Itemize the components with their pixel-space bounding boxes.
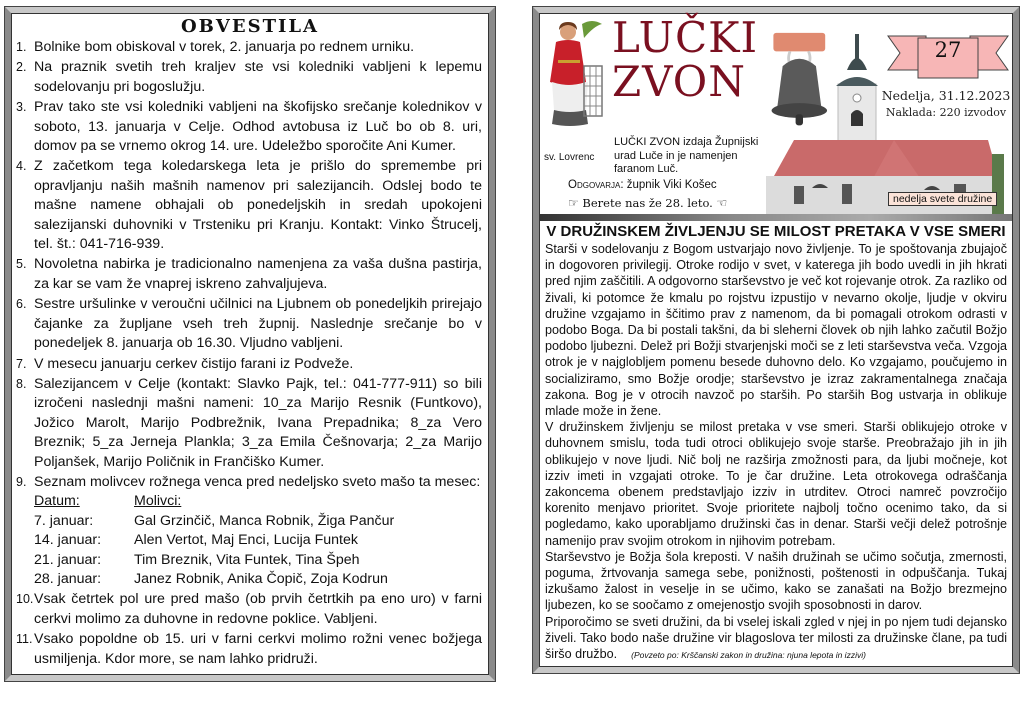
roster-names: Gal Grzinčič, Manca Robnik, Žiga Pančur bbox=[134, 512, 395, 529]
notice-number: 5. bbox=[16, 257, 27, 272]
roster-date: 21. januar: bbox=[34, 551, 102, 568]
responsible-label: Odgovarja: bbox=[568, 179, 624, 191]
notice-item bbox=[16, 38, 482, 57]
notice-number: 7. bbox=[16, 356, 27, 371]
roster-row bbox=[34, 531, 482, 550]
newsletter-title bbox=[612, 13, 759, 106]
saint-caption: sv. Lovrenc bbox=[544, 152, 595, 163]
notice-item bbox=[16, 98, 482, 156]
issue-date: Nedelja, 31.12.2023 bbox=[881, 88, 1011, 103]
issue-number: 27 bbox=[934, 38, 962, 62]
notice-text: Seznam molivcev rožnega venca pred nedeljsko sveto mašo ta mesec: bbox=[34, 473, 481, 490]
notice-number: 11. bbox=[16, 632, 33, 647]
pointing-hand-left-icon: ☜ bbox=[716, 196, 728, 210]
notice-text: V mesecu januarju cerkev čistijo farani iz Podveže. bbox=[34, 355, 354, 372]
since-line bbox=[568, 196, 727, 210]
notice-number: 9. bbox=[16, 474, 27, 489]
article-paragraph-text: Priporočimo se sveti družini, da bi vselej iskali zgled v njej in po njem tudi dejansko živeli. Tako bodo naše družine vir blagoslova ter milosti za družinske člane, pa tudi širšo družbo. bbox=[545, 614, 1007, 662]
newsletter-panel bbox=[539, 13, 1013, 667]
roster-row bbox=[34, 551, 482, 570]
notice-number: 2. bbox=[16, 60, 27, 75]
rosary-roster bbox=[16, 492, 482, 589]
notice-text: Sestre uršulinke v veroučni učilnici na Ljubnem ob ponedeljkih prirejajo čajanke za župljane vseh treh župnij. Naslednje srečanje bo v ponedeljek 8. januarja ob 16.30. Vljudno vabljeni. bbox=[34, 296, 482, 352]
roster-header bbox=[34, 492, 482, 511]
roster-date: 7. januar: bbox=[34, 512, 94, 529]
notice-text: Bolnike bom obiskoval v torek, 2. januarja po rednem urniku. bbox=[34, 39, 415, 55]
announcements-title: OBVESTILA bbox=[180, 16, 319, 37]
article-paragraph: V družinskem življenju se milost pretaka v vse smeri. Starši oblikujejo otroke v duhovnem smislu, toda tudi otroci oblikujejo svoje starše. Preobražajo jih in jih oblikujejo v nove ljudi. Nič bolj ne razširja zmožnosti para, da ljubi močneje, kot izziv imeti in vzgajati otroke. To je čar družine. Leta otrokovega odraščanja zakoncema obenem predstavljajo izziv in utrditev. Otroci namreč povzročijo korenito menjavo prioritet. Svoje prioritete najbolj točno ocenimo tako, da si pogledamo, kako uporabljamo družinski čas in denar. Starši večji delež potrošnje namenijo prav svojim otrokom in njihovim potrebam. bbox=[545, 420, 1007, 548]
announcements-list bbox=[12, 38, 488, 674]
notice-item bbox=[16, 375, 482, 472]
announcements-frame bbox=[4, 6, 496, 682]
article-source: (Povzeto po: Krščanski zakon in družina: njuna lepota in izzivi) bbox=[631, 650, 866, 661]
masthead bbox=[540, 14, 1012, 214]
article-paragraph: Starševstvo je Božja šola kreposti. V naših družinah se učimo sočutja, zmernosti, poguma, žrtvovanja samega sebe, ponižnosti, poštenosti in odpuščanja. Tukaj izkušamo žalost in veselje in se učimo, kako se zanašati na Božjo brezmejno ljubezen, ko se soočamo z omejenostjo svojih sposobnosti in darov. bbox=[545, 549, 1007, 613]
notice-item bbox=[16, 590, 482, 629]
notice-item bbox=[16, 473, 482, 492]
notice-item bbox=[16, 58, 482, 97]
notice-number: 1. bbox=[16, 40, 27, 54]
article-title: V DRUŽINSKEM ŽIVLJENJU SE MILOST PRETAKA V VSE SMERI bbox=[546, 223, 1006, 240]
pointing-hand-right-icon: ☞ bbox=[568, 196, 579, 210]
sunday-name-badge: nedelja svete družine bbox=[888, 192, 997, 206]
print-run: Naklada: 220 izvodov bbox=[885, 106, 1007, 119]
roster-header-names: Molivci: bbox=[134, 493, 182, 510]
bell-image bbox=[766, 28, 840, 132]
notice-number: 3. bbox=[16, 100, 27, 115]
notice-item bbox=[16, 157, 482, 254]
notice-item bbox=[16, 295, 482, 353]
notice-text: Na praznik svetih treh kraljev ste vsi koledniki vabljeni k lepemu sodelovanju pri bogoslužju. bbox=[34, 59, 482, 95]
notice-number: 10. bbox=[16, 592, 34, 607]
notice-number: 4. bbox=[16, 159, 27, 174]
roster-date: 14. januar: bbox=[34, 532, 102, 549]
notice-number: 8. bbox=[16, 376, 27, 391]
article bbox=[540, 221, 1012, 666]
roster-row bbox=[34, 570, 482, 589]
newsletter-title-line2: ZVON bbox=[612, 57, 746, 106]
notice-text: Z začetkom tega koledarskega leta je prišlo do spremembe pri opravljanju naših mašnih namenov pri salezijancih. Odslej bodo te mašne namene obhajali ob ponedeljskih in sredah upokojeni salezijanski duhovniki v Trsteniku pri Kranju. Kontakt: Vinko Štrucelj, tel. št.: 041-716-939. bbox=[34, 158, 482, 253]
since-text: Berete nas že 28. leto. bbox=[582, 196, 713, 210]
roster-header-date: Datum: bbox=[34, 493, 80, 510]
notice-text: Vsako popoldne ob 15. uri v farni cerkvi molimo rožni venec božjega usmiljenja. Kdor more, se nam lahko pridruži. bbox=[34, 631, 482, 667]
newsletter-frame bbox=[532, 6, 1020, 674]
roster-row bbox=[34, 512, 482, 531]
responsible-name: župnik Viki Košec bbox=[626, 179, 717, 191]
article-paragraph: Starši v sodelovanju z Bogom ustvarjajo novo življenje. To je spoštovanja zbujajoč in dogovoren privilegij. Otroke rodijo v svet, v katerega jih bodo uvedli in jih hkrati pred njim zaščitili. A odgovorno starševstvo je več kot rojevanje otrok. Za razliko od živali, ki potomce že kmalu po rojstvu izpustijo v nevarno okolje, ljudje v okviru družine vzgajamo in ščitimo prav z namenom, da bi pomagali otrokom odrasti v podobo Boga. Da bi postali takšni, da bi sleherni človek ob njih lahko začutil Božjo podobo ljubezni. Delež pri Božji stvarjenjski moči se z leti starševstva veča. Vzgoja otrok je v najglobljem pomenu besede duhovno delo. Ko vzgajamo, poučujemo in socializiramo, smo Božje orodje; starševstvo je izraz zakramentalnega značaja zakona. Bog je v otrocih navzoč po starših. Po starših Bog ustvarja in oblikuje mlade može in žene. bbox=[545, 242, 1007, 419]
roster-names: Tim Breznik, Vita Funtek, Tina Špeh bbox=[134, 551, 360, 568]
notice-text: Prav tako ste vsi koledniki vabljeni na škofijsko srečanje kolednikov v soboto, 13. januarja v Celje. Odhod avtobusa iz Luč bo ob 8. uri, domov pa se vrnemo okrog 14. ure. Udeležbo sporočite Ani Kumer. bbox=[34, 99, 482, 155]
roster-names: Alen Vertot, Maj Enci, Lucija Funtek bbox=[134, 532, 358, 549]
notice-text: Vsak četrtek pol ure pred mašo (ob prvih četrtkih pa eno uro) v farni cerkvi molimo za duhovne in redovne poklice. Vabljeni. bbox=[34, 591, 482, 627]
saint-lawrence-image bbox=[546, 20, 606, 132]
notice-item bbox=[16, 355, 482, 374]
notice-text: Novoletna nabirka je tradicionalno namenjena za vaša dušna pastirja, za kar se vam že vnaprej iskreno zahvaljujeva. bbox=[34, 256, 482, 292]
notice-item bbox=[16, 630, 482, 669]
newsletter-title-line1: LUČKI bbox=[612, 13, 759, 62]
publisher-description: LUČKI ZVON izdaja Župnijski urad Luče in je namenjen faranom Luč. bbox=[614, 136, 759, 175]
roster-date: 28. januar: bbox=[34, 570, 102, 587]
notice-number: 6. bbox=[16, 297, 27, 312]
announcements-panel bbox=[11, 13, 489, 675]
notice-item bbox=[16, 255, 482, 294]
roster-names: Janez Robnik, Anika Čopič, Zoja Kodrun bbox=[134, 570, 388, 587]
responsible-person bbox=[568, 179, 717, 191]
article-paragraph bbox=[545, 614, 1007, 664]
notice-text: Salezijancem v Celje (kontakt: Slavko Pajk, tel.: 041-777-911) so bili izročeni naslednji mašni nameni: 10_za Marijo Resnik (Funtkovo), Jožico Marolt, Marijo Podbrežnik, Ivana Prepadnika; 8_za Vero Breznik; 5_za Jerneja Plankla; 3_za Emila Češnovarja; 2_za Marijo Poljanšek, Marijo Poličnik in Frančiško Kumer. bbox=[34, 375, 482, 470]
masthead-divider bbox=[540, 214, 1012, 221]
